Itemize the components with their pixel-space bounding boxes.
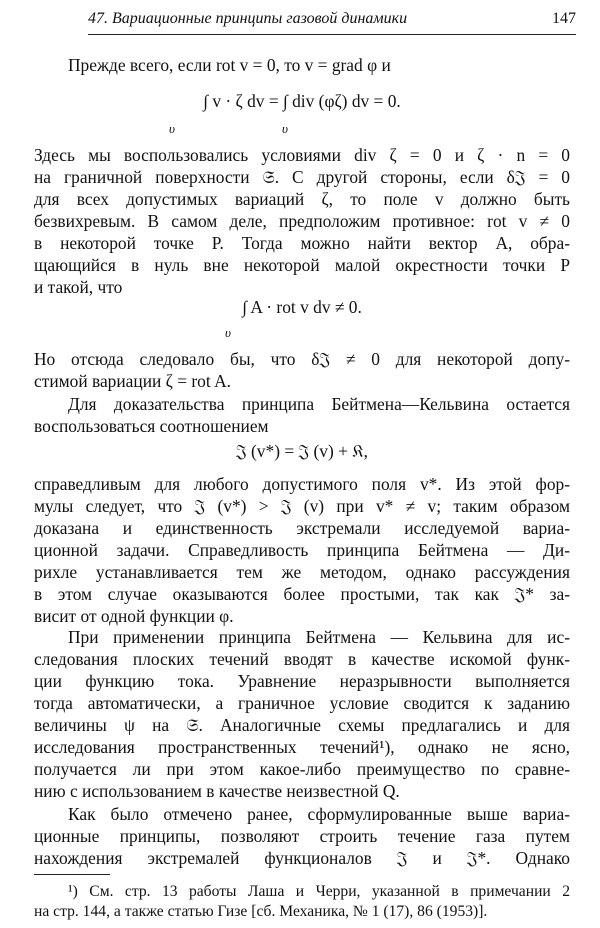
text-line: Но отсюда следовало бы, что δ𝔍 ≠ 0 для некоторой допу- [34,349,570,369]
text-line: получается ли при этом какое-либо преимущество по сравне- [34,759,570,779]
text-line: рихле устанавливается тем же методом, однако рассуждения [34,562,570,582]
text-line: нию с использованием в качестве неизвестной Q. [34,781,400,801]
text-line: тогда автоматически, а граничное условие сводится к заданию [34,693,570,713]
integral-subscript: υ [282,121,288,136]
text-line: следования плоских течений вводят в качестве искомой функ- [34,649,570,669]
text-line: величины ψ на 𝔖. Аналогичные схемы предлагались и для [34,715,570,735]
text-line: справедливым для любого допустимого поля v*. Из этой фор- [34,474,570,494]
text-line: на граничной поверхности 𝔖. С другой стороны, если δ𝔍 = 0 [34,167,570,187]
text-line: и такой, что [34,277,123,297]
text-line: воспользоваться соотношением [34,416,269,436]
text-line: безвихревым. В самом деле, предположим противное: rot v ≠ 0 [34,211,570,231]
equation-1: ∫ v · ζ dv = ∫ div (φζ) dv = 0. [203,91,401,111]
footnote-line: ¹) См. стр. 13 работы Лаша и Черри, указанной в примечании 2 [68,883,570,900]
text-line: ции функцию тока. Уравнение неразрывности выполняется [34,671,570,691]
text-line: стимой вариации ζ = rot A. [34,371,231,391]
text-line: для всех допустимых вариаций ζ, то поле v должно быть [34,189,570,209]
text-line: висит от одной функции φ. [34,606,234,626]
text-line: щающийся в нуль вне некоторой малой окрестности точки P [34,255,570,275]
integral-subscript: υ [225,325,231,340]
text-line: в этом случае оказываются более простыми, так как 𝔍* за- [34,584,570,604]
text-line: ционной задачи. Справедливость принципа Бейтмена — Ди- [34,540,570,560]
text-line: доказана и единственность экстремали исследуемой вариа- [34,518,570,538]
text-line: ционные принципы, позволяют строить течение газа путем [34,826,570,846]
page-number: 147 [552,10,576,27]
integral-subscript: υ [169,121,175,136]
text-line: Для доказательства принципа Бейтмена—Кельвина остается [68,394,570,414]
footnote-line: на стр. 144, а также статью Гизе [сб. Механика, № 1 (17), 86 (1953)]. [34,903,488,920]
equation-3: 𝔍 (v*) = 𝔍 (v) + 𝔎, [236,441,368,461]
equation-2: ∫ A · rot v dv ≠ 0. [242,297,362,317]
footnote-rule [34,874,110,875]
text-line: мулы следует, что 𝔍 (v*) > 𝔍 (v) при v* ≠ v; таким образом [34,496,570,516]
chapter-title: 47. Вариационные принципы газовой динамики [88,10,408,27]
text-line: Как было отмечено ранее, сформулированные выше вариа- [68,804,570,824]
text-line: Прежде всего, если rot v = 0, то v = grad φ и [68,55,391,75]
text-line: нахождения экстремалей функционалов 𝔍 и 𝔍*. Однако [34,848,570,868]
text-line: При применении принципа Бейтмена — Кельвина для ис- [68,627,570,647]
text-line: в некоторой точке P. Тогда можно найти вектор A, обра- [34,233,570,253]
running-header [88,8,576,35]
text-line: исследования пространственных течений¹), однако не ясно, [34,737,570,757]
text-line: Здесь мы воспользовались условиями div ζ = 0 и ζ · n = 0 [34,145,570,165]
